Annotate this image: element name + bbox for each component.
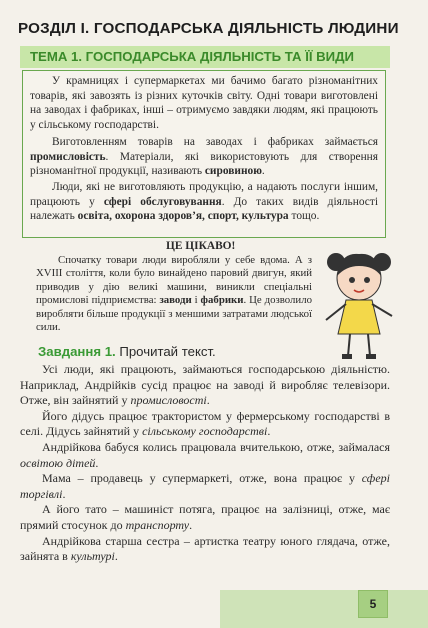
did-you-know-text <box>36 254 312 334</box>
text: Люди, які не виготовляють продукцію, а надають послуги іншим, працюють у <box>30 181 378 208</box>
emphasis: сільському господарстві <box>142 424 268 439</box>
did-you-know-title: ЦЕ ЦІКАВО! <box>166 240 236 252</box>
box-paragraph-1 <box>30 74 378 132</box>
box-paragraph-1-text: У крамницях і супермаркетах ми бачимо багато різноманітних товарів, які завозять із різних куточків світу. Одні товари виготовлені на заводах і фабриках, інші – отримуємо завдяки людям, які працюють у сільському господарстві. <box>30 75 378 131</box>
box-paragraph-2 <box>30 135 378 179</box>
footer-green-strip <box>220 590 428 628</box>
emphasis: сфері торгівлі <box>20 471 390 501</box>
text: . <box>189 517 193 532</box>
topic-title: ТЕМА 1. ГОСПОДАРСЬКА ДІЯЛЬНІСТЬ ТА ЇЇ ВИДИ <box>30 49 355 64</box>
text: . <box>206 393 210 408</box>
text: . <box>261 165 265 178</box>
term-fabryky: фабрики <box>200 294 244 307</box>
task-paragraph-4 <box>20 471 390 502</box>
text: Мама – продавець у супермаркеті, отже, вона працює у <box>42 471 362 486</box>
text: . <box>267 424 271 439</box>
page-number: 5 <box>358 590 388 618</box>
text: Спочатку товари люди виробляли у себе вдома. А з XVIII століття, коли було винайдено паровий двигун, який приводив у дію великі машини, виникли спеціальні промислові підприємства: <box>36 254 312 307</box>
term-syrovyna: сировиною <box>204 165 262 178</box>
text: . <box>62 486 66 501</box>
task-instruction: Прочитай текст. <box>115 344 216 359</box>
text: Виготовленням товарів на заводах і фабриках займається <box>52 136 378 148</box>
term-promyslovist: промисловість <box>30 150 106 163</box>
text: . Матеріали, які використовують для створення різноманітної продукції, називають <box>30 150 378 178</box>
emphasis: промисловості <box>130 393 207 408</box>
text: Його дідусь працює трактористом у фермерському господарстві в селі. Дідусь зайнятий у <box>20 408 390 439</box>
task-paragraph-3 <box>20 440 390 471</box>
text: Усі люди, які працюють, займаються господарською діяльністю. Наприклад, Андрійків сусід працює на заводі й виробляє телевізори. Отже, він зайнятий у <box>20 362 390 408</box>
term-kinds: освіта, охорона здоров’я, спорт, культура <box>77 210 289 223</box>
task-paragraph-2 <box>20 409 390 440</box>
emphasis: транспорту <box>125 517 190 532</box>
emphasis: освітою дітей <box>20 455 96 470</box>
task-1-label <box>38 344 216 359</box>
task-paragraph-5 <box>20 502 390 533</box>
section-title: РОЗДІЛ I. ГОСПОДАРСЬКА ДІЯЛЬНІСТЬ ЛЮДИНИ <box>18 20 399 37</box>
text: . <box>95 455 99 470</box>
box-paragraph-3 <box>30 180 378 224</box>
text: і <box>191 294 201 307</box>
girl-illustration <box>316 244 406 364</box>
text: Андрійкова бабуся колись працювала вчителькою, отже, займалася <box>42 439 390 454</box>
text: . <box>114 549 118 564</box>
task-number: Завдання 1. <box>38 344 116 359</box>
text: А його тато – машиніст потяга, працює на залізниці, отже, має прямий стосунок до <box>20 502 390 532</box>
text: тощо. <box>288 210 320 223</box>
text: . До таких видів діяльності належать <box>30 195 378 223</box>
term-service: сфері обслуговування <box>103 195 222 208</box>
term-zavody: заводи <box>159 294 192 307</box>
text: . Це дозволило виробляти більше продукції з меншими затратами людської сили. <box>36 294 312 334</box>
task-paragraph-6 <box>20 534 390 565</box>
emphasis: культурі <box>70 549 115 564</box>
task-paragraph-1 <box>20 362 390 409</box>
text: Андрійкова старша сестра – артистка театру юного глядача, отже, зайнята в <box>20 533 390 564</box>
task-1-text <box>20 362 390 565</box>
